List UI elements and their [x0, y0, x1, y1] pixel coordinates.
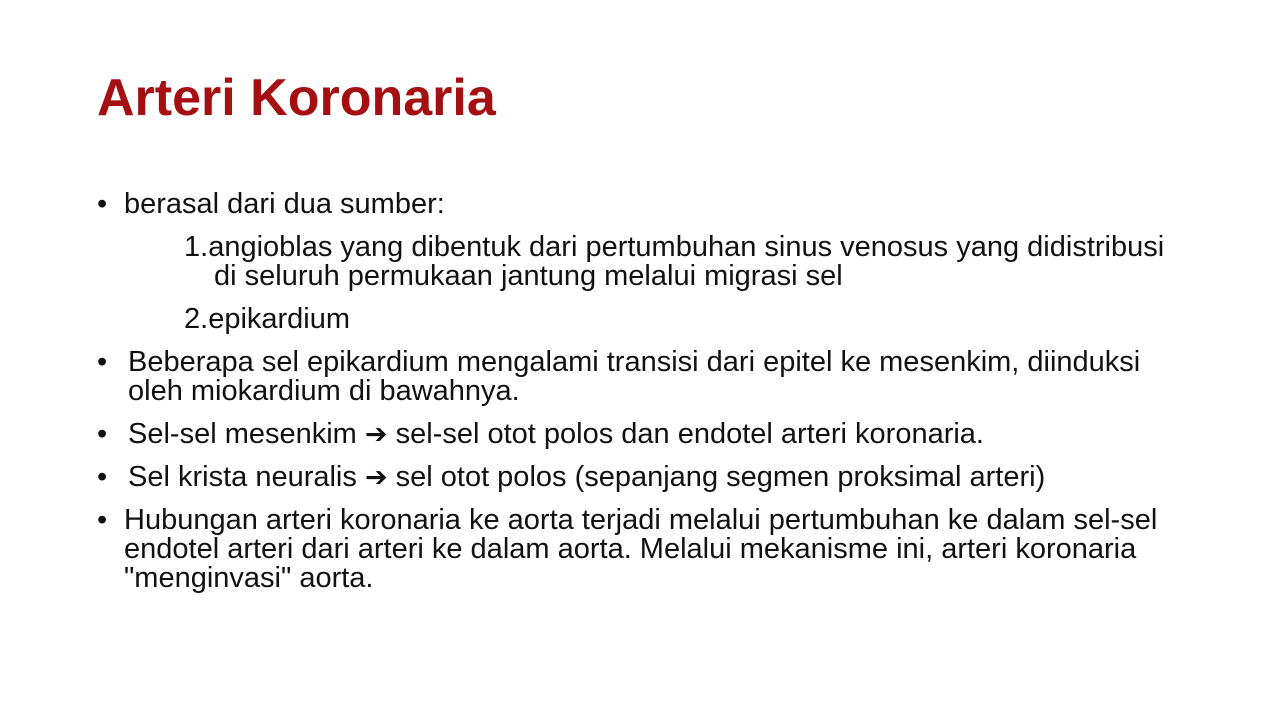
right-arrow-icon: ➔	[364, 462, 388, 493]
slide-title: Arteri Koronaria	[97, 69, 496, 127]
bullet-icon: •	[97, 418, 108, 450]
bullet-text-before: Sel-sel mesenkim	[128, 418, 357, 450]
bullet-icon: •	[97, 346, 108, 378]
bullet-text-after: sel otot polos (sepanjang segmen proksimal arteri)	[395, 461, 1046, 493]
item-number: 2.	[184, 303, 209, 335]
bullet-item	[97, 420, 1177, 449]
bullet-icon: •	[97, 188, 108, 220]
bullet-text	[128, 418, 984, 450]
bullet-item	[97, 348, 1177, 406]
numbered-item-text: angioblas yang dibentuk dari pertumbuhan sinus venosus yang didistribusi di seluruh permukaan jantung melalui migrasi sel	[208, 231, 1165, 292]
bullet-text: berasal dari dua sumber:	[124, 188, 445, 220]
bullet-item	[97, 506, 1177, 593]
right-arrow-icon: ➔	[364, 419, 388, 450]
numbered-item-text: epikardium	[208, 303, 351, 335]
bullet-text	[128, 461, 1045, 493]
bullet-text-after: sel-sel otot polos dan endotel arteri koronaria.	[395, 418, 984, 450]
bullet-item	[97, 190, 1177, 219]
bullet-text: Hubungan arteri koronaria ke aorta terjadi melalui pertumbuhan ke dalam sel-sel endotel arteri dari arteri ke dalam aorta. Melalui mekanisme ini, arteri koronaria "menginvasi" aorta.	[124, 504, 1158, 594]
bullet-text: Beberapa sel epikardium mengalami transisi dari epitel ke mesenkim, diinduksi oleh miokardium di bawahnya.	[128, 346, 1141, 407]
bullet-item	[97, 463, 1177, 492]
numbered-item	[127, 305, 1177, 334]
numbered-item	[127, 233, 1177, 291]
item-number: 1.	[184, 231, 209, 263]
bullet-text-before: Sel krista neuralis	[128, 461, 357, 493]
bullet-icon: •	[97, 461, 108, 493]
slide-content	[97, 190, 1177, 607]
bullet-icon: •	[97, 504, 108, 536]
